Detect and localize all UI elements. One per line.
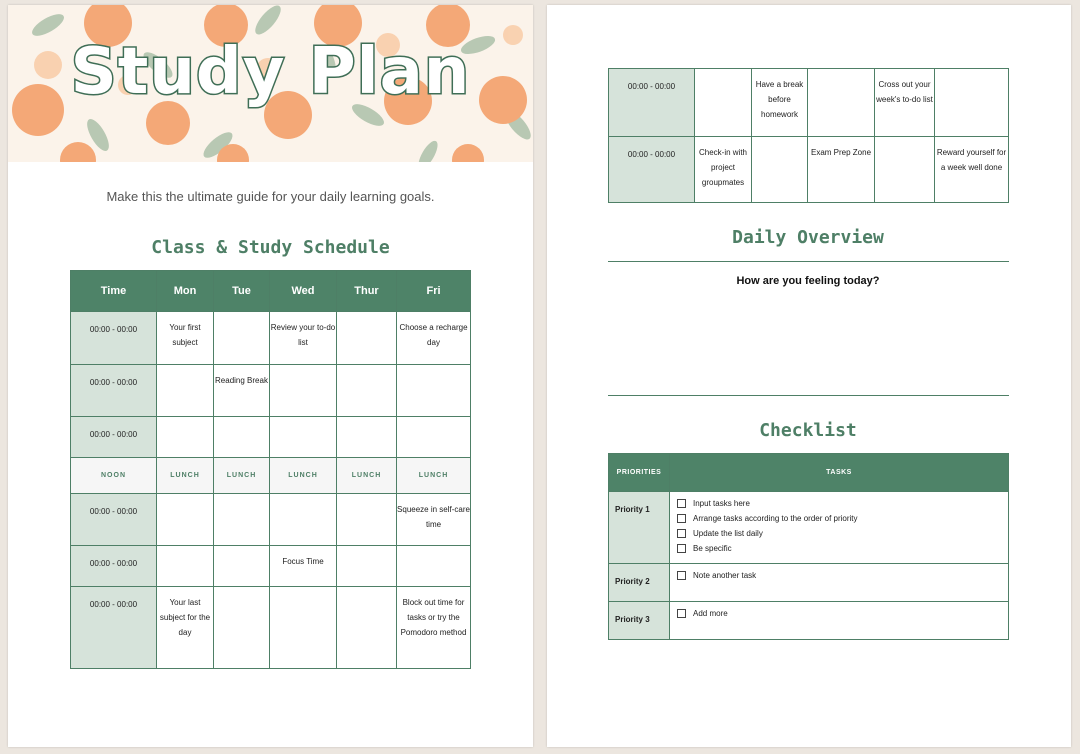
priority-row (609, 602, 1009, 640)
header-tasks: TASKS (670, 454, 1009, 492)
task-list (670, 602, 1009, 640)
table-cell[interactable] (214, 546, 270, 587)
divider-line (608, 261, 1009, 262)
time-cell[interactable]: 00:00 - 00:00 (71, 546, 157, 587)
header-fri: Fri (397, 271, 471, 312)
table-cell[interactable]: Your first subject (157, 312, 214, 365)
checklist-heading: Checklist (759, 420, 857, 441)
table-cell[interactable] (397, 546, 471, 587)
overview-question[interactable]: How are you feeling today? (736, 275, 880, 287)
checkbox[interactable] (677, 499, 686, 508)
lunch-cell: LUNCH (157, 458, 214, 494)
time-cell[interactable]: 00:00 - 00:00 (71, 417, 157, 458)
task-item[interactable] (677, 541, 1008, 556)
table-row (71, 546, 471, 587)
table-row (609, 69, 1009, 137)
time-cell[interactable]: 00:00 - 00:00 (609, 137, 695, 203)
task-item[interactable] (677, 606, 1008, 621)
time-cell[interactable]: 00:00 - 00:00 (71, 587, 157, 669)
table-cell[interactable] (337, 312, 397, 365)
lunch-cell: LUNCH (270, 458, 337, 494)
table-cell[interactable] (935, 69, 1009, 137)
checklist-header-row (609, 454, 1009, 492)
table-cell[interactable]: Review your to-do list (270, 312, 337, 365)
table-cell[interactable] (157, 417, 214, 458)
table-cell[interactable] (695, 69, 752, 137)
table-cell[interactable] (337, 494, 397, 546)
table-cell[interactable] (214, 417, 270, 458)
table-cell[interactable] (157, 494, 214, 546)
task-label: Note another task (693, 571, 757, 580)
table-cell[interactable]: Have a break before homework (752, 69, 808, 137)
table-cell[interactable] (752, 137, 808, 203)
time-cell[interactable]: 00:00 - 00:00 (71, 365, 157, 417)
task-label: Be specific (693, 544, 732, 553)
task-label: Update the list daily (693, 529, 763, 538)
table-cell[interactable]: Reading Break (214, 365, 270, 417)
header-tue: Tue (214, 271, 270, 312)
table-cell[interactable] (214, 587, 270, 669)
table-cell[interactable] (270, 365, 337, 417)
table-cell[interactable]: Reward yourself for a week well done (935, 137, 1009, 203)
schedule-continued-table (608, 68, 1009, 203)
checkbox[interactable] (677, 529, 686, 538)
table-row (609, 137, 1009, 203)
table-cell[interactable]: Block out time for tasks or try the Pomodoro method (397, 587, 471, 669)
schedule-header-row (71, 271, 471, 312)
table-cell[interactable] (397, 417, 471, 458)
page-one (8, 5, 533, 747)
table-cell[interactable] (270, 417, 337, 458)
task-item[interactable] (677, 568, 1008, 583)
page-title: Study Plan (70, 35, 471, 109)
daily-overview-heading: Daily Overview (732, 227, 884, 248)
header-time: Time (71, 271, 157, 312)
divider-line (608, 395, 1009, 396)
table-cell[interactable] (875, 137, 935, 203)
table-cell[interactable] (270, 587, 337, 669)
checkbox[interactable] (677, 571, 686, 580)
table-cell[interactable] (808, 69, 875, 137)
task-list (670, 564, 1009, 602)
table-cell[interactable] (337, 587, 397, 669)
checkbox[interactable] (677, 544, 686, 553)
table-row (71, 312, 471, 365)
header-wed: Wed (270, 271, 337, 312)
task-item[interactable] (677, 496, 1008, 511)
task-item[interactable] (677, 511, 1008, 526)
schedule-heading: Class & Study Schedule (151, 237, 390, 258)
table-cell[interactable] (397, 365, 471, 417)
table-cell[interactable] (157, 365, 214, 417)
time-cell[interactable]: 00:00 - 00:00 (609, 69, 695, 137)
lunch-cell: LUNCH (337, 458, 397, 494)
table-cell[interactable] (337, 365, 397, 417)
task-label: Input tasks here (693, 499, 750, 508)
task-item[interactable] (677, 526, 1008, 541)
header-priorities: PRIORITIES (609, 454, 670, 492)
task-label: Add more (693, 609, 728, 618)
table-cell[interactable] (270, 494, 337, 546)
table-cell[interactable]: Your last subject for the day (157, 587, 214, 669)
table-row (71, 587, 471, 669)
table-row (71, 494, 471, 546)
priority-row (609, 564, 1009, 602)
table-cell[interactable] (214, 494, 270, 546)
task-label: Arrange tasks according to the order of priority (693, 514, 858, 523)
table-cell[interactable]: Focus Time (270, 546, 337, 587)
table-row (71, 365, 471, 417)
table-cell[interactable]: Check-in with project groupmates (695, 137, 752, 203)
noon-cell: NOON (71, 458, 157, 494)
table-cell[interactable]: Exam Prep Zone (808, 137, 875, 203)
time-cell[interactable]: 00:00 - 00:00 (71, 494, 157, 546)
table-cell[interactable] (337, 546, 397, 587)
task-list (670, 492, 1009, 564)
lunch-cell: LUNCH (214, 458, 270, 494)
table-cell[interactable]: Cross out your week's to-do list (875, 69, 935, 137)
header-mon: Mon (157, 271, 214, 312)
page-two (547, 5, 1071, 747)
priority-row (609, 492, 1009, 564)
header-thur: Thur (337, 271, 397, 312)
table-cell[interactable] (157, 546, 214, 587)
lunch-cell: LUNCH (397, 458, 471, 494)
class-study-schedule-table (70, 270, 471, 669)
checkbox[interactable] (677, 609, 686, 618)
table-cell[interactable] (214, 312, 270, 365)
checkbox[interactable] (677, 514, 686, 523)
checklist-table (608, 453, 1009, 640)
table-cell[interactable] (337, 417, 397, 458)
priority-label: Priority 3 (609, 602, 670, 640)
priority-label: Priority 1 (609, 492, 670, 564)
table-cell[interactable]: Squeeze in self-care time (397, 494, 471, 546)
time-cell[interactable]: 00:00 - 00:00 (71, 312, 157, 365)
lunch-row (71, 458, 471, 494)
page-subtitle: Make this the ultimate guide for your daily learning goals. (106, 189, 435, 204)
table-cell[interactable]: Choose a recharge day (397, 312, 471, 365)
table-row (71, 417, 471, 458)
priority-label: Priority 2 (609, 564, 670, 602)
